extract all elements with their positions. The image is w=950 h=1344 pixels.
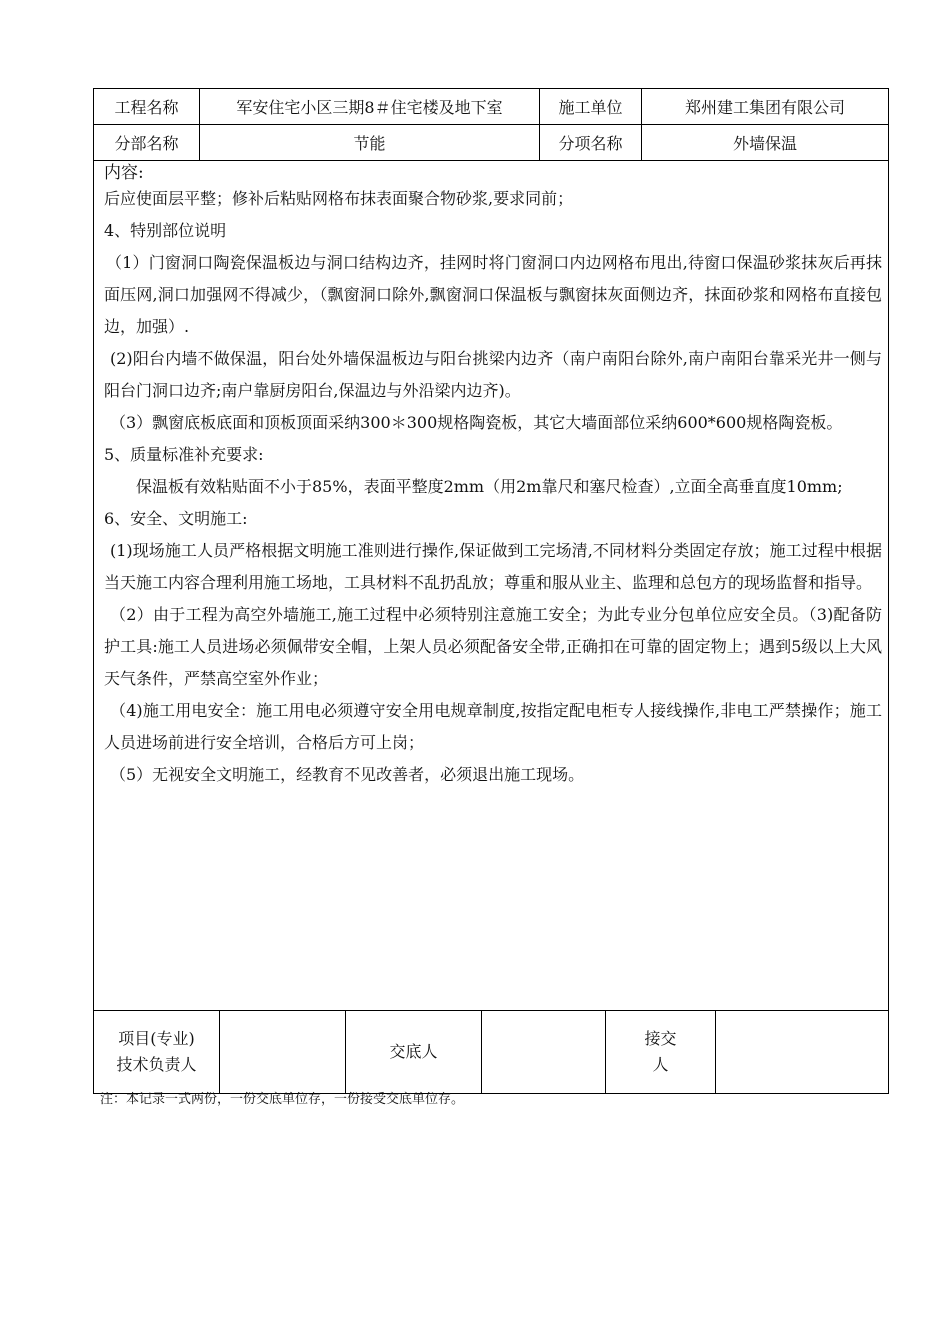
content-paragraph: 保温板有效粘贴面不小于85%，表面平整度2mm（用2m靠尺和塞尺检查）,立面全高垂直度10mm; (136, 477, 843, 496)
construction-unit-label: 施工单位 (540, 89, 642, 124)
header-row-division (94, 125, 888, 161)
content-paragraph: （5）无视安全文明施工，经教育不见改善者，必须退出施工现场。 (110, 765, 585, 784)
content-paragraph: 后应使面层平整；修补后粘贴网格布抹表面聚合物砂浆,要求同前； (104, 189, 574, 208)
tech-lead-label (94, 1011, 220, 1093)
content-paragraph: (2)阳台内墙不做保温，阳台处外墙保温板边与阳台挑梁内边齐（南户南阳台除外,南户南阳台靠采光井一侧与阳台门洞口边齐;南户靠厨房阳台,保温边与外沿梁内边齐)。 (104, 349, 882, 400)
content-paragraph: (1)现场施工人员严格根据文明施工准则进行操作,保证做到工完场清,不同材料分类固定存放；施工过程中根据当天施工内容合理利用施工场地，工具材料不乱扔乱放；尊重和服从业主、监理和总包方的现场监督和指导。 (104, 541, 882, 592)
division-label: 分部名称 (94, 125, 200, 160)
content-paragraph: （4)施工用电安全：施工用电必须遵守安全用电规章制度,按指定配电柜专人接线操作,非电工严禁操作；施工人员进场前进行安全培训，合格后方可上岗； (104, 701, 882, 752)
discloser-signature-field[interactable] (482, 1011, 606, 1093)
signature-row (94, 1011, 888, 1093)
receiver-signature-field[interactable] (716, 1011, 888, 1093)
discloser-label: 交底人 (346, 1011, 482, 1093)
footnote: 注：本记录一式两份，一份交底单位存，一份接受交底单位存。 (100, 1092, 465, 1107)
content-paragraph: （3）飘窗底板底面和顶板顶面采纳300＊300规格陶瓷板，其它大墙面部位采纳600*600规格陶瓷板。 (110, 413, 843, 432)
construction-unit-value: 郑州建工集团有限公司 (684, 98, 845, 117)
content-paragraph: 6、安全、文明施工: (104, 509, 248, 528)
content-section (94, 163, 888, 1011)
content-paragraph: 4、特别部位说明 (104, 221, 227, 240)
disclosure-form (93, 88, 889, 1094)
receiver-label-line1: 接交 (644, 1029, 677, 1048)
project-name-label: 工程名称 (94, 89, 200, 124)
content-paragraph: 5、质量标准补充要求: (104, 445, 264, 464)
tech-lead-label-line2: 技术负责人 (116, 1055, 197, 1074)
content-paragraph: （2）由于工程为高空外墙施工,施工过程中必须特别注意施工安全；为此专业分包单位应安全员。（3)配备防护工具:施工人员进场必须佩带安全帽，上架人员必须配备安全带,正确扣在可靠的固定物上；遇到5级以上大风天气条件，严禁高空室外作业； (104, 605, 882, 688)
tech-lead-signature-field[interactable] (220, 1011, 346, 1093)
header-row-project (94, 89, 888, 125)
receiver-label-line2: 人 (652, 1055, 669, 1074)
sub-item-label: 分项名称 (540, 125, 642, 160)
content-title: 内容: (104, 163, 144, 183)
project-name-value: 军安住宅小区三期8＃住宅楼及地下室 (200, 89, 540, 124)
receiver-label (606, 1011, 716, 1093)
division-value: 节能 (200, 125, 540, 160)
content-paragraph: （1）门窗洞口陶瓷保温板边与洞口结构边齐，挂网时将门窗洞口内边网格布甩出,待窗口保温砂浆抹灰后再抹面压网,洞口加强网不得减少，（飘窗洞口除外,飘窗洞口保温板与飘窗抹灰面侧边齐，抹面砂浆和网格布直接包边，加强）. (104, 253, 882, 336)
tech-lead-label-line1: 项目(专业) (118, 1029, 195, 1048)
sub-item-value: 外墙保温 (732, 134, 797, 153)
